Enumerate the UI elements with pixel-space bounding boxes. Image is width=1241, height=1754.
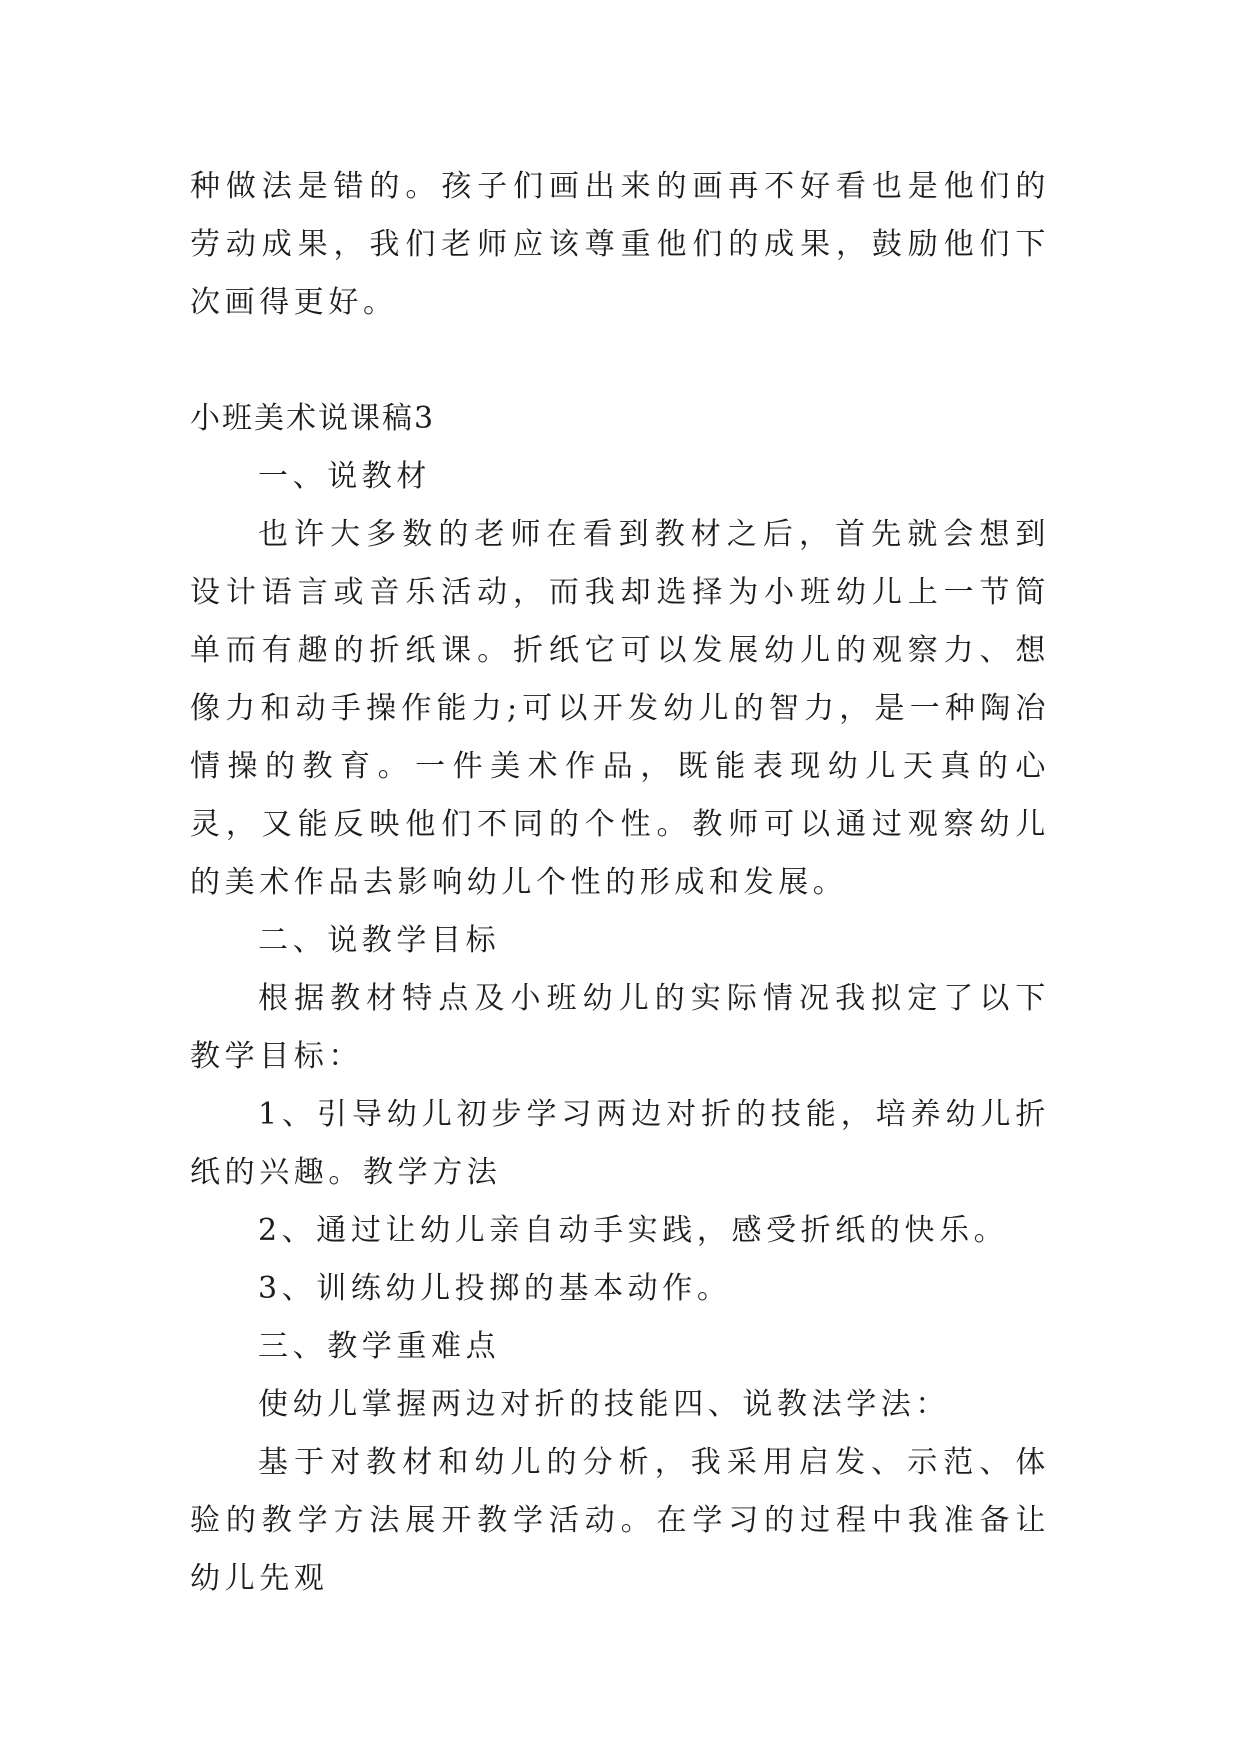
intro-paragraph: 种做法是错的。孩子们画出来的画再不好看也是他们的劳动成果，我们老师应该尊重他们的成果，鼓励他们下次画得更好。 [190, 169, 1050, 320]
paragraph-materials: 也许大多数的老师在看到教材之后，首先就会想到设计语言或音乐活动，而我却选择为小班幼儿上一节简单而有趣的折纸课。折纸它可以发展幼儿的观察力、想像力和动手操作能力;可以开发幼儿的智力，是一种陶冶情操的教育。一件美术作品，既能表现幼儿天真的心灵，又能反映他们不同的个性。教师可以通过观察幼儿的美术作品去影响幼儿个性的形成和发展。 [190, 517, 1050, 900]
paragraph-key-points: 使幼儿掌握两边对折的技能四、说教法学法： [258, 1387, 950, 1422]
objective-item-2: 2、通过让幼儿亲自动手实践，感受折纸的快乐。 [258, 1213, 1009, 1248]
paragraph-objectives-intro: 根据教材特点及小班幼儿的实际情况我拟定了以下教学目标： [190, 981, 1050, 1074]
heading-materials: 一、说教材 [258, 459, 431, 494]
paragraph-methods: 基于对教材和幼儿的分析，我采用启发、示范、体验的教学方法展开教学活动。在学习的过程中我准备让幼儿先观 [190, 1445, 1050, 1596]
objective-item-3: 3、训练幼儿投掷的基本动作。 [258, 1271, 732, 1306]
document-page [190, 158, 1050, 1608]
heading-key-points: 三、教学重难点 [258, 1329, 501, 1364]
section-title: 小班美术说课稿3 [190, 401, 436, 436]
heading-objectives: 二、说教学目标 [258, 923, 501, 958]
objective-item-1: 1、引导幼儿初步学习两边对折的技能，培养幼儿折纸的兴趣。教学方法 [190, 1097, 1050, 1190]
